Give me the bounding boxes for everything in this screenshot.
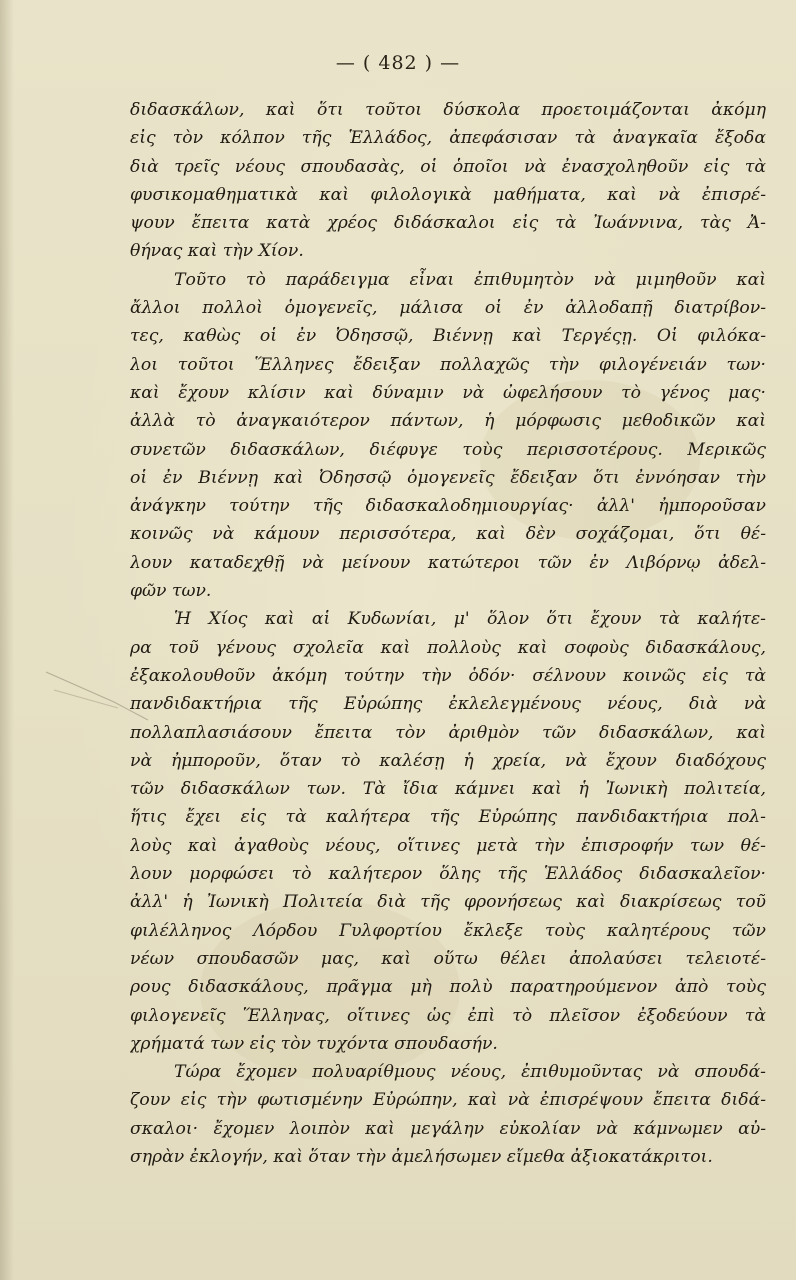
text-line: ἀλλὰ τὸ ἀναγκαιότερον πάντων, ἡ μόρφωσις μεθοδικῶν καὶ [130, 411, 766, 432]
text-line: κοινῶς νὰ κάμουν περισσότερα, καὶ δὲν σοχάζομαι, ὅτι θέ- [130, 524, 766, 545]
text-line: φυσικομαθηματικὰ καὶ φιλολογικὰ μαθήματα, καὶ νὰ ἐπισρέ- [130, 184, 766, 205]
text-line: λουν καταδεχθῇ νὰ μείνουν κατώτεροι τῶν ἐν Λιβόρνῳ ἀδελ- [130, 552, 766, 573]
text-line: λοι τοῦτοι Ἕλληνες ἔδειξαν πολλαχῶς τὴν φιλογένειάν των· [130, 354, 766, 375]
paragraph [130, 1058, 766, 1171]
text-line: οἱ ἐν Βιέννῃ καὶ Ὀδησσῷ ὁμογενεῖς ἔδειξαν ὅτι ἐννόησαν τὴν [130, 467, 766, 488]
text-line: διὰ τρεῖς νέους σπουδασὰς, οἱ ὁποῖοι νὰ ἐνασχοληθοῦν εἰς τὰ [130, 156, 766, 177]
text-line: πανδιδακτήρια τῆς Εὐρώπης ἐκλελεγμένους νέους, διὰ νὰ [130, 694, 766, 715]
text-line: ψουν ἔπειτα κατὰ χρέος διδάσκαλοι εἰς τὰ Ἰωάννινα, τὰς Ἀ- [130, 213, 766, 234]
text-line: διδασκάλων, καὶ ὅτι τοῦτοι δύσκολα προετοιμάζονται ἀκόμη [130, 100, 766, 120]
text-line: σηρὰν ἐκλογήν, καὶ ὅταν τὴν ἀμελήσωμεν εἴμεθα ἀξιοκατάκριτοι. [130, 1146, 713, 1167]
text-line: ἄλλοι πολλοὶ ὁμογενεῖς, μάλισα οἱ ἐν ἀλλοδαπῇ διατρίβον- [130, 298, 766, 319]
text-line: θήνας καὶ τὴν Χίον. [130, 241, 304, 262]
page-body-text [130, 96, 766, 1171]
text-line: ἐξακολουθοῦν ἀκόμη τούτην τὴν ὁδόν· σέλνουν κοινῶς εἰς τὰ [130, 665, 766, 686]
text-line: λουν μορφώσει τὸ καλήτερον ὅλης τῆς Ἑλλάδος διδασκαλεῖον· [130, 864, 766, 885]
text-line: τες, καθὼς οἱ ἐν Ὀδησσῷ, Βιέννῃ καὶ Τεργέςῃ. Οἱ φιλόκα- [130, 326, 766, 347]
text-line: εἰς τὸν κόλπον τῆς Ἑλλάδος, ἀπεφάσισαν τὰ ἀναγκαῖα ἔξοδα [130, 128, 766, 149]
text-line: χρήματά των εἰς τὸν τυχόντα σπουδασήν. [130, 1033, 498, 1054]
text-line: ζουν εἰς τὴν φωτισμένην Εὐρώπην, καὶ νὰ ἐπισρέψουν ἔπειτα διδά- [130, 1090, 766, 1111]
text-line: νὰ ἠμποροῦν, ὅταν τὸ καλέσῃ ἡ χρεία, νὰ ἔχουν διαδόχους [130, 750, 766, 771]
text-line: τῶν διδασκάλων των. Τὰ ἴδια κάμνει καὶ ἡ Ἰωνικὴ πολιτεία, [130, 779, 766, 800]
text-line: σκαλοι· ἔχομεν λοιπὸν καὶ μεγάλην εὐκολίαν νὰ κάμνωμεν αὐ- [130, 1118, 766, 1139]
text-line: ρους διδασκάλους, πρᾶγμα μὴ πολὺ παρατηρούμενον ἀπὸ τοὺς [130, 977, 766, 998]
text-line: συνετῶν διδασκάλων, διέφυγε τοὺς περισσοτέρους. Μερικῶς [130, 439, 766, 460]
text-line: καὶ ἔχουν κλίσιν καὶ δύναμιν νὰ ὠφελήσουν τὸ γένος μας· [130, 382, 766, 403]
text-line: νέων σπουδασῶν μας, καὶ οὕτω θέλει ἀπολαύσει τελειοτέ- [130, 948, 766, 969]
paragraph [130, 605, 766, 1058]
text-line: πολλαπλασιάσουν ἔπειτα τὸν ἀριθμὸν τῶν διδασκάλων, καὶ [130, 722, 766, 743]
text-line: λοὺς καὶ ἀγαθοὺς νέους, οἵτινες μετὰ τὴν ἐπισροφήν των θέ- [130, 835, 766, 856]
text-line: Τοῦτο τὸ παράδειγμα εἶναι ἐπιθυμητὸν νὰ μιμηθοῦν καὶ [174, 269, 766, 290]
text-line: φιλέλληνος Λόρδου Γυλφορτίου ἔκλεξε τοὺς καλητέρους τῶν [130, 920, 766, 941]
page-number: — ( 482 ) — [335, 52, 461, 74]
page-fold-shadow [0, 0, 14, 1280]
text-line: Ἡ Χίος καὶ αἱ Κυδωνίαι, μ' ὅλον ὅτι ἔχουν τὰ καλήτε- [174, 609, 766, 630]
paragraph [130, 266, 766, 606]
text-line: ρα τοῦ γένους σχολεῖα καὶ πολλοὺς καὶ σοφοὺς διδασκάλους, [130, 637, 766, 658]
paragraph [130, 96, 766, 266]
text-line: ἥτις ἔχει εἰς τὰ καλήτερα τῆς Εὐρώπης πανδιδακτήρια πολ- [130, 807, 766, 828]
text-line: φιλογενεῖς Ἕλληνας, οἵτινες ὡς ἐπὶ τὸ πλεῖσον ἐξοδεύουν τὰ [130, 1005, 766, 1026]
text-line: ἀνάγκην τούτην τῆς διδασκαλοδημιουργίας· ἀλλ' ἠμποροῦσαν [130, 496, 766, 517]
text-line: ἀλλ' ἡ Ἰωνικὴ Πολιτεία διὰ τῆς φρονήσεως καὶ διακρίσεως τοῦ [130, 892, 766, 913]
text-line: Τώρα ἔχομεν πολυαρίθμους νέους, ἐπιθυμοῦντας νὰ σπουδά- [174, 1062, 766, 1083]
text-line: φῶν των. [130, 581, 212, 602]
